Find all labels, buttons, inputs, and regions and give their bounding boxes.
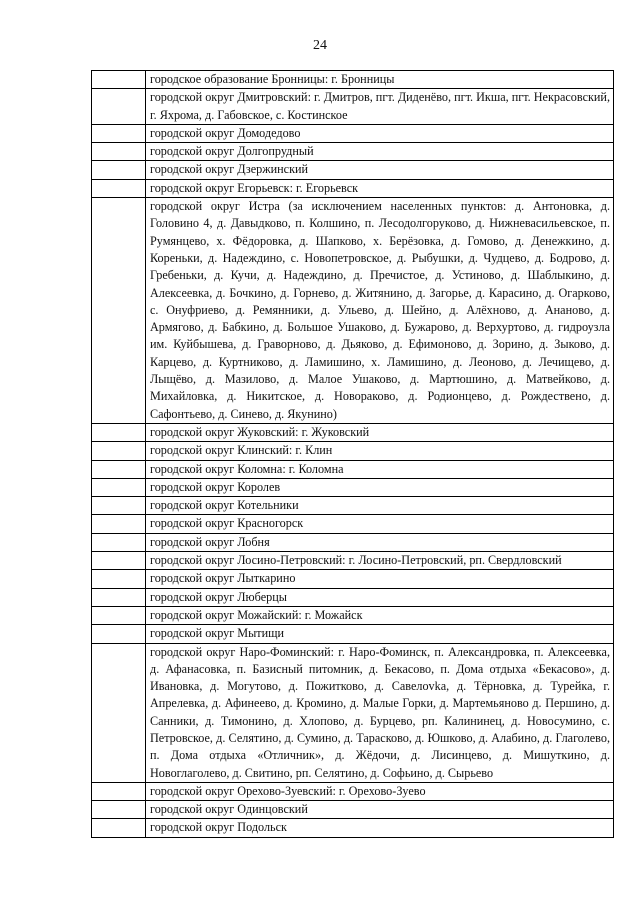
left-empty-cell	[92, 423, 146, 441]
municipality-text: городской округ Одинцовский	[150, 802, 308, 817]
municipality-text: городской округ Орехово-Зуевский: г. Орехово-Зуево	[150, 783, 426, 798]
table-row	[92, 478, 614, 496]
left-empty-cell	[92, 533, 146, 551]
municipality-cell	[146, 179, 614, 197]
table-row	[92, 423, 614, 441]
municipality-cell	[146, 460, 614, 478]
table-row	[92, 442, 614, 460]
municipality-text: городской округ Королев	[150, 479, 281, 494]
municipality-text: городской округ Клинский: г. Клин	[150, 443, 333, 458]
table-row	[92, 198, 614, 424]
municipality-cell	[146, 801, 614, 819]
municipality-cell	[146, 161, 614, 179]
municipality-cell	[146, 533, 614, 551]
left-empty-cell	[92, 606, 146, 624]
table-row	[92, 124, 614, 142]
table-row	[92, 782, 614, 800]
table-row	[92, 625, 614, 643]
left-empty-cell	[92, 89, 146, 125]
table-row	[92, 801, 614, 819]
left-empty-cell	[92, 124, 146, 142]
municipality-text: городской округ Истра (за исключением населенных пунктов: д. Антоновка, д. Головино 4, д. Давыдково, п. Колшино, п. Лесодолгоруково, д. Нижневасильевское, п. Румянцево, х. Фёдоровка, д. Шапково, х. Берёзовка, д. Гомово, д. Денежкино, д. Кореньки, д. Надеждино, с. Новопетровское, д. Рыбушки, д. Чудцево, д. Бодрово, д. Гребеньки, д. Кучи, д. Надеждино, д. Пречистое, д. Устиново, д. Шаблыкино, д. Алексеевка, д. Бочкино, д. Горнево, д. Житянино, д. Загорье, д. Карасино, д. Огарково, с. Онуфриево, д. Ремянники, д. Ульево, д. Шейно, д. Алёхново, д. Ананово, д. Армягово, д. Бабкино, д. Большое Ушаково, д. Бужарово, д. Верхуртово, д. гидроузла им. Куйбышева, д. Граворново, д. Дьяково, д. Ефимоново, д. Зорино, д. Зыково, д. Карцево, д. Куртниково, д. Ламишино, х. Ламишино, д. Леоново, д. Лечищево, д. Лыщёво, д. Мазилово, д. Малое Ушаково, д. Мартюшино, д. Матвейково, д. Михайловка, д. Никитское, д. Новораково, д. Родионцево, д. Рождествено, д. Сафонтьево, д. Синево, д. Якунино)	[150, 199, 610, 421]
municipality-text: городской округ Можайский: г. Можайск	[150, 607, 363, 622]
municipality-cell	[146, 552, 614, 570]
left-empty-cell	[92, 570, 146, 588]
municipality-cell	[146, 423, 614, 441]
table-row	[92, 460, 614, 478]
left-empty-cell	[92, 588, 146, 606]
table-row	[92, 143, 614, 161]
table-row	[92, 89, 614, 125]
municipality-text: городской округ Лосино-Петровский: г. Лосино-Петровский, рп. Свердловский	[150, 553, 562, 568]
municipality-cell	[146, 625, 614, 643]
left-empty-cell	[92, 643, 146, 782]
municipality-text: городской округ Дмитровский: г. Дмитров, пгт. Диденёво, пгт. Икша, пгт. Некрасовский, г. Яхрома, д. Габовское, с. Костинское	[150, 90, 610, 122]
table-row	[92, 570, 614, 588]
municipality-cell	[146, 478, 614, 496]
municipality-cell	[146, 606, 614, 624]
municipality-text: городской округ Лобня	[150, 534, 270, 549]
left-empty-cell	[92, 552, 146, 570]
table-row	[92, 552, 614, 570]
table-row	[92, 161, 614, 179]
municipality-cell	[146, 515, 614, 533]
municipality-table	[91, 70, 614, 838]
page-number: 24	[313, 38, 327, 53]
municipality-cell	[146, 89, 614, 125]
left-empty-cell	[92, 478, 146, 496]
left-empty-cell	[92, 625, 146, 643]
left-empty-cell	[92, 161, 146, 179]
municipality-cell	[146, 570, 614, 588]
municipality-cell	[146, 198, 614, 424]
municipality-cell	[146, 643, 614, 782]
table-row	[92, 497, 614, 515]
municipality-text: городской округ Домодедово	[150, 125, 301, 140]
table-body	[92, 71, 614, 838]
municipality-text: городское образование Бронницы: г. Бронницы	[150, 72, 395, 86]
municipality-cell	[146, 124, 614, 142]
municipality-text: городской округ Дзержинский	[150, 162, 309, 177]
left-empty-cell	[92, 179, 146, 197]
municipality-cell	[146, 143, 614, 161]
municipality-cell	[146, 588, 614, 606]
left-empty-cell	[92, 801, 146, 819]
left-empty-cell	[92, 460, 146, 478]
table-row	[92, 179, 614, 197]
table-row	[92, 533, 614, 551]
municipality-text: городской округ Лыткарино	[150, 571, 296, 586]
table-row	[92, 606, 614, 624]
table-row	[92, 515, 614, 533]
municipality-cell	[146, 442, 614, 460]
municipality-text: городской округ Коломна: г. Коломна	[150, 461, 344, 476]
left-empty-cell	[92, 71, 146, 89]
municipality-cell	[146, 782, 614, 800]
left-empty-cell	[92, 143, 146, 161]
municipality-text: городской округ Наро-Фоминский: г. Наро-Фоминск, п. Александровка, п. Алексеевка, д. Афанасовка, п. Базисный питомник, д. Бекасово, п. Дома отдыха «Бекасово», д. Ивановка, д. Могутово, д. Пожитково, д. Савелovka, д. Тёрновка, д. Турейка, г. Апрелевка, д. Афинеево, д. Кромино, д. Малые Горки, д. Мартемьяново д. Першино, д. Санники, д. Тимонино, д. Хлопово, д. Бурцево, рп. Калининец, д. Новосумино, с. Петровское, д. Селятино, д. Сумино, д. Тарасково, д. Юшково, д. Алабино, д. Глаголево, п. Дома отдыха «Отличник», д. Жёдочи, д. Лисинцево, д. Мишуткино, д. Новоглаголево, д. Свитино, рп. Селятино, д. Софьино, д. Сырьево	[150, 644, 610, 780]
left-empty-cell	[92, 442, 146, 460]
municipality-text: городской округ Мытищи	[150, 626, 285, 641]
municipality-cell	[146, 497, 614, 515]
left-empty-cell	[92, 198, 146, 424]
left-empty-cell	[92, 819, 146, 837]
municipality-text: городской округ Жуковский: г. Жуковский	[150, 424, 370, 439]
municipality-cell	[146, 819, 614, 837]
municipality-text: городской округ Подольск	[150, 820, 287, 835]
municipality-text: городской округ Долгопрудный	[150, 144, 314, 159]
left-empty-cell	[92, 782, 146, 800]
municipality-text: городской округ Котельники	[150, 498, 299, 513]
table-row	[92, 819, 614, 837]
table-row	[92, 588, 614, 606]
municipality-cell	[146, 71, 614, 89]
left-empty-cell	[92, 515, 146, 533]
municipality-text: городской округ Красногорск	[150, 516, 304, 531]
left-empty-cell	[92, 497, 146, 515]
table-row	[92, 71, 614, 89]
table-row	[92, 643, 614, 782]
municipality-text: городской округ Егорьевск: г. Егорьевск	[150, 180, 359, 195]
municipality-text: городской округ Люберцы	[150, 589, 287, 604]
